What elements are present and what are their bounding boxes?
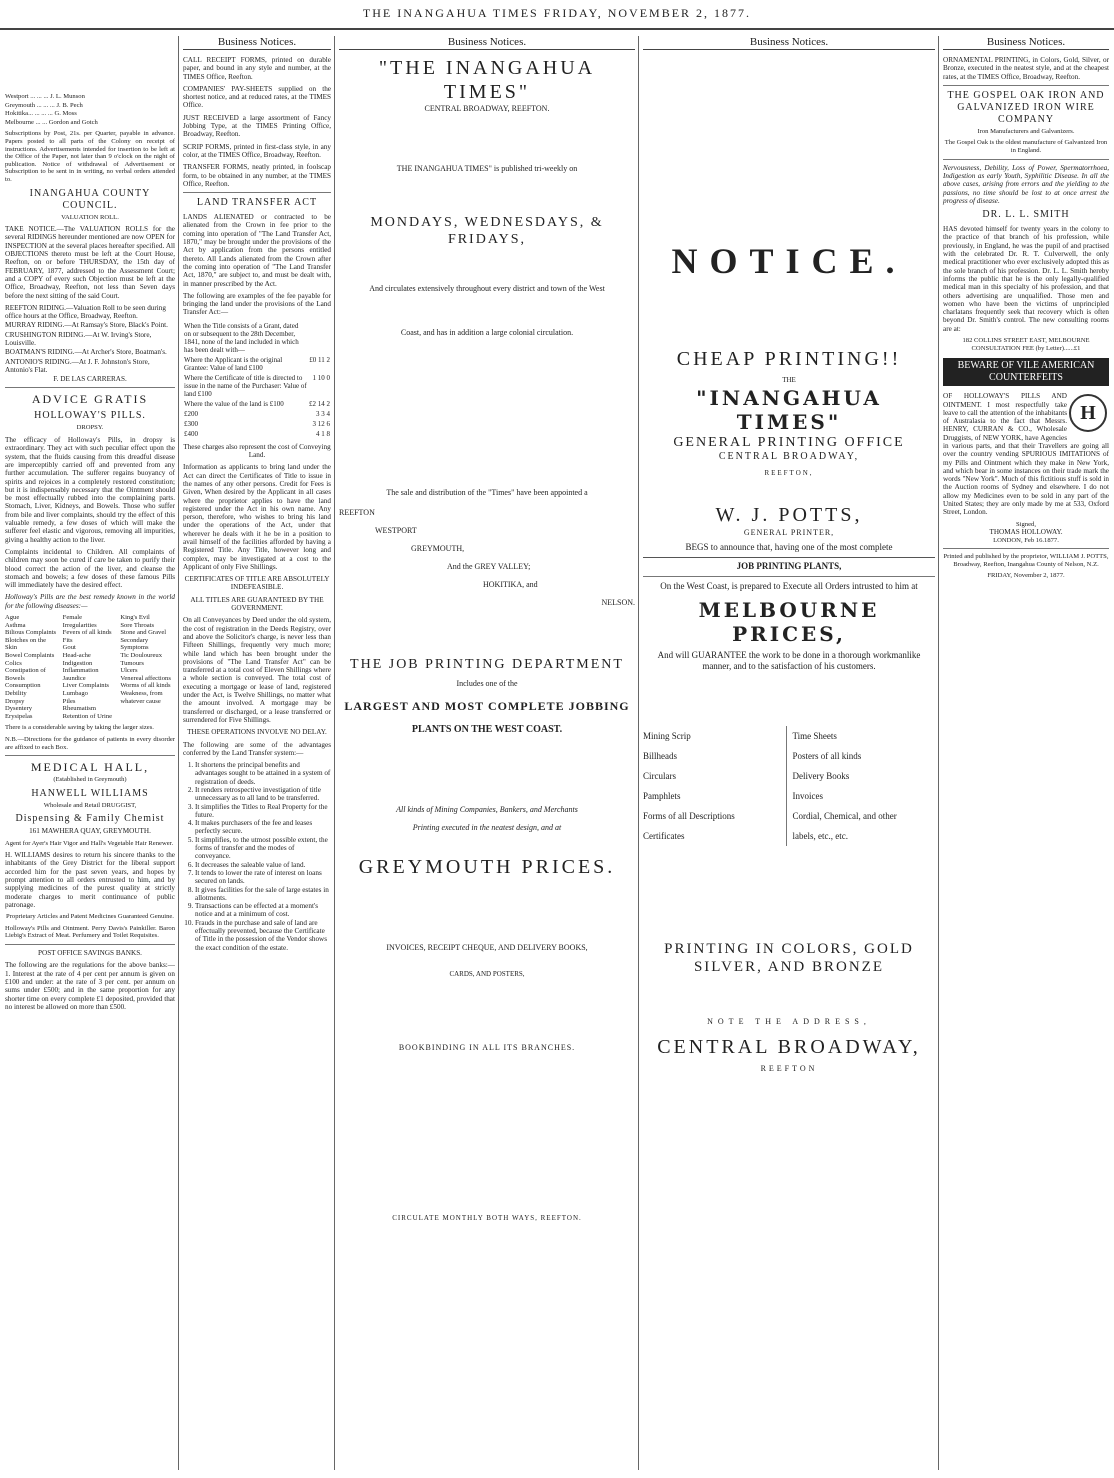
riding-item: REEFTON RIDING.—Valuation Roll to be seen during office hours at the Office, Broadway, Reefton.	[5, 303, 166, 321]
reefton-line: REEFTON	[760, 1064, 818, 1073]
disease-item: Sore Throats	[120, 621, 155, 629]
divider	[943, 85, 1109, 86]
imprint: Printed and published by the proprietor, WILLIAM J. POTTS, Broadway, Reefton, Inangahua County of Nelson, N.Z.	[943, 553, 1109, 568]
divider	[5, 755, 175, 756]
williams-name: HANWELL WILLIAMS	[31, 787, 149, 799]
gospel-oak-text: The Gospel Oak is the oldest manufacture of Galvanized Iron in England.	[944, 139, 1108, 155]
work-item: Circulars	[643, 771, 676, 781]
disease-item: Stone and Gravel	[120, 629, 167, 637]
operation-item: 4. It makes purchasers of the fee and leases perfectly secure.	[195, 819, 331, 836]
advice-heading: ADVICE GRATIS	[31, 392, 149, 407]
work-list	[643, 726, 935, 846]
patent-line: Proprietary Articles and Patent Medicines Guaranteed Genuine.	[6, 913, 174, 921]
operations-intro: The following are some of the advantages conferred by the Land Transfer system:—	[183, 740, 331, 757]
operation-item: 8. It gives facilities for the sale of large estates in allotments.	[195, 886, 331, 903]
work-item: Certificates	[643, 831, 685, 841]
work-item: Forms of all Descriptions	[643, 811, 735, 821]
disease-item: Retention of Urine	[62, 712, 113, 720]
holloway-signature: THOMAS HOLLOWAY.	[989, 528, 1063, 537]
dropsy-heading: DROPSY.	[76, 424, 104, 432]
work-item: Mining Scrip	[643, 731, 691, 741]
small-ad: TRANSFER FORMS, neatly printed, in foolscap form, to be obtained in any number, at the TIMES Office, Reefton.	[183, 163, 331, 188]
town-item: GREYMOUTH,	[411, 544, 465, 553]
fee-row	[183, 355, 331, 373]
work-item: Invoices	[792, 791, 823, 801]
town-item: NELSON.	[601, 598, 635, 607]
beware-banner: BEWARE OF VILE AMERICAN COUNTERFEITS	[943, 358, 1109, 386]
savings-text: The following are the regulations for the above banks:— 1. Interest at the rate of 4 per cent per annum is given on £100 and under: at the rate of 3 per cent. per annum on sums under £500; and in the same proportion for any shorter time on every complete £1 deposited, provided that no interest be allowed on more than £500.	[5, 961, 175, 1011]
operations-list	[183, 761, 331, 952]
column-header: Business Notices.	[943, 36, 1109, 50]
imprint-date: FRIDAY, November 2, 1877.	[987, 572, 1065, 580]
savings-heading: POST OFFICE SAVINGS BANKS.	[38, 949, 142, 958]
disease-item: Bilious Complaints	[5, 629, 57, 637]
disease-item: Secondary Symptoms	[120, 636, 149, 652]
fee-amount: 3 3 4	[316, 409, 330, 418]
work-item: Time Sheets	[792, 731, 837, 741]
work-item: Delivery Books	[792, 771, 850, 781]
disease-item: Female Irregularities	[62, 614, 97, 629]
disease-item: Bowel Complaints	[5, 651, 55, 659]
fee-row	[183, 321, 331, 355]
disease-item: Dysentery	[5, 705, 33, 713]
coast-line: Coast, and has in addition a large colonial circulation.	[400, 328, 574, 337]
fee-row	[183, 429, 331, 439]
cards-line: CARDS, AND POSTERS,	[449, 970, 525, 978]
subscriptions-note: Subscriptions by Post, 21s. per Quarter, payable in advance. Papers posted to all parts of the Colony on receipt of instructions. Advertisements intended for insertion to be left at the Office of the Paper, not later than 9 o'clock on the night of publication. Notice of withdrawal of Advertisement or Subscription to be sent in in writing, no verbal orders attended to.	[5, 130, 175, 183]
disease-item: Ulcers	[120, 667, 138, 675]
operation-item: 3. It simplifies the Titles to Real Property for the future.	[195, 803, 331, 820]
reefton-line: REEFTON,	[764, 469, 814, 477]
nervous-text: Nervousness, Debility, Loss of Power, Spermatorrhoea, Indigestion as early Youth, Syphilitic Disease. In all the above cases, arising from errors and the yielding to the passions, no time should be lost to at once arrest the progress of disease.	[943, 163, 1109, 205]
gospel-oak-sub: Iron Manufacturers and Galvanizers.	[977, 127, 1075, 135]
fee-description: Where the Certificate of title is directed to issue in the name of the Purchaser: Value of land £100	[184, 373, 307, 398]
fee-row	[183, 399, 331, 409]
invoices-line: INVOICES, RECEIPT CHEQUE, AND DELIVERY BOOKS,	[386, 943, 588, 952]
greymouth-prices: GREYMOUTH PRICES.	[358, 856, 616, 878]
divider	[5, 387, 175, 388]
west-coast-line: On the West Coast, is prepared to Execute all Orders intrusted to him at	[660, 581, 918, 591]
largest-line: LARGEST AND MOST COMPLETE JOBBING	[344, 699, 630, 713]
medical-hall-sub: (Established in Greymouth)	[53, 776, 127, 784]
small-ad: CALL RECEIPT FORMS, printed on durable paper, and bound in any style and number, at the TIMES Office, Reefton.	[183, 56, 331, 81]
gospel-oak-heading: THE GOSPEL OAK IRON AND GALVANIZED IRON WIRE COMPANY	[947, 89, 1105, 125]
column-2	[180, 36, 334, 1472]
titles-text: On all Conveyances by Deed under the old system, the cost of registration in the Deeds Registry, over and above the Solicitor's charge, is never less than Fifteen Shillings, frequently very much more; while land which has been brought under the provisions of "The Land Transfer Act" can be transferred at a total cost of Eleven Shillings where a whole section is conveyed. The total cost of executing a mortgage or lease of land, registered under the Act, is Twelve Shillings, no matter what the amount involved. A mortgage may be transferred or discharged, or a lease transferred or surrendered for Five Shillings.	[183, 616, 331, 724]
disease-item: Constipation of Bowels	[5, 667, 46, 682]
operations-heading: THESE OPERATIONS INVOLVE NO DELAY.	[187, 728, 327, 737]
notice-heading: NOTICE.	[671, 241, 907, 281]
land-transfer-text: LANDS ALIENATED or contracted to be alienated from the Crown in fee prior to the coming into operation of "The Land Transfer Act, 1870," may be brought under the provisions of the Act by application from the persons entitled thereto. All Lands alienated from the Crown after the coming into operation of "The Land Transfer Act, 1870," are subject to, and must be dealt with, in manner prescribed by the Act.	[183, 213, 331, 288]
disease-item: Weakness, from whatever cause	[120, 689, 163, 705]
certificates-heading: CERTIFICATES OF TITLE ARE ABSOLUTELY INDEFEASIBLE.	[184, 575, 330, 592]
disease-item: Blotches on the Skin	[5, 636, 47, 652]
printer-line: GENERAL PRINTER,	[743, 528, 835, 537]
colors-line: PRINTING IN COLORS, GOLD SILVER, AND BRONZE	[664, 941, 914, 975]
agent-item: Westport ... ... ... J. L. Munson	[5, 93, 85, 100]
work-list-right	[786, 726, 936, 846]
smith-heading: DR. L. L. SMITH	[982, 209, 1070, 221]
children-text: Complaints incidental to Children. All complaints of children may soon be cured if care be taken to purify their blood correct the action of the liver, and cleanse the stomach and bowels; a few doses of these famous Pills will immediately have the desired effect.	[5, 547, 175, 590]
town-item: WESTPORT	[375, 526, 417, 535]
disease-item: Colics	[5, 659, 22, 667]
riding-item: CRUSHINGTON RIDING.—At W. Irving's Store, Louisville.	[5, 330, 152, 347]
job-heading: THE JOB PRINTING DEPARTMENT	[350, 657, 624, 672]
disease-item: King's Evil	[120, 614, 150, 621]
times-title: "THE INANGAHUA TIMES"	[378, 57, 596, 103]
fee-description: Where the Applicant is the original Grantee: Value of land £100	[184, 355, 283, 372]
agents-list	[5, 93, 175, 126]
signed-line: Signed,	[1016, 520, 1036, 528]
operation-item: 5. It simplifies, to the utmost possible extent, the forms of transfer and the modes of conveyance.	[195, 836, 331, 861]
smith-text: HAS devoted himself for twenty years in the colony to the practice of that branch of his profession, while previously, in England, he was the pupil of and practised with the celebrated Dr. R. T. Culverwell, the only medical practitioner who ever exclusively adopted this as the sole branch of his profession. Dr. L. L. Smith hereby informs the public that he is the only legally-qualified medical man in this specialty of his profession, and that others advertising are unqualified. Those men and women who have been the victims of unprincipled charlatans frequently seek that recovery which is often beyond Dr. Smith's control. The new consulting rooms are at:	[943, 225, 1109, 333]
fee-amount: 1 10 0	[312, 373, 330, 382]
signature-date: LONDON, Feb 16.1877.	[993, 536, 1059, 544]
agent-item: Hokitika... ... ... ... G. Moss	[5, 110, 77, 118]
disease-item: Fits	[62, 636, 73, 644]
disease-item: Erysipelas	[5, 712, 33, 720]
fee-amount: 3 12 6	[312, 419, 330, 428]
disease-item: Venereal affections	[120, 674, 171, 682]
info-text: Information as applicants to bring land under the Act can direct the Certificates of Title to issue in the names of any other persons. Credit for Fees is Given, When desired by the Applicant in all cases where the proprietor applies to have the land registered under the Act in his own name. Any person, therefore, who wishes to bring his land under the operations of the Act, under that wherever he deals with it he be in a position to avail himself of the facilities afforded by having a Registered Title. Any Title, however long and complex, may be investigated at a cost to the Applicant of only Five Shillings.	[183, 463, 331, 571]
diseases-list	[5, 614, 175, 720]
column-header: Business Notices.	[339, 36, 635, 50]
column-5	[940, 36, 1112, 1472]
operation-item: 7. It tends to lower the rate of interest on loans secured on lands.	[195, 869, 331, 886]
fee-amount: £0 11 2	[309, 355, 330, 364]
smith-fee: CONSULTATION FEE (by Letter)......£1	[971, 344, 1081, 352]
remedy-intro: Holloway's Pills are the best remedy known in the world for the following diseases:—	[5, 593, 175, 610]
divider	[943, 159, 1109, 160]
small-ad: COMPANIES' PAY-SHEETS supplied on the shortest notice, and at reduced rates, at the TIMES Office.	[183, 84, 331, 110]
column-4	[640, 36, 938, 1472]
small-ad: SCRIP FORMS, printed in first-class style, in any color, at the TIMES Office, Broadway, Reefton.	[183, 142, 331, 159]
disease-item: Fevers of all kinds	[62, 629, 112, 637]
ridings-list	[5, 304, 175, 374]
riding-item: ANTONIO'S RIDING.—At J. F. Johnston's Store, Antonio's Flat.	[5, 357, 150, 374]
wholesale-line: Wholesale and Retail DRUGGIST,	[43, 801, 137, 809]
footer-line: CIRCULATE MONTHLY BOTH WAYS, REEFTON.	[392, 1214, 582, 1222]
fee-description: £400	[184, 429, 198, 438]
disease-item: Lumbago	[62, 689, 88, 697]
town-item: And the GREY VALLEY;	[447, 562, 531, 571]
small-ad: JUST RECEIVED a large assortment of Fancy Jobbing Type, at the TIMES Printing Office, Broadway, Reefton.	[183, 113, 331, 139]
small-ads	[183, 56, 331, 188]
guarantee-line: And will GUARANTEE the work to be done in a thorough workmanlike manner, and to the satisfaction of his customers.	[657, 650, 921, 671]
disease-item: Liver Complaints	[62, 682, 109, 690]
circulates-line: And circulates extensively throughout every district and town of the West	[369, 284, 605, 293]
fee-row	[183, 409, 331, 419]
agent-item: Greymouth ... ... ... J. B. Pech	[5, 101, 83, 109]
disease-item: Dropsy	[5, 697, 25, 705]
fees-note: These charges also represent the cost of Conveying Land.	[183, 442, 331, 460]
fees-intro: The following are examples of the fee payable for bringing the land under the provisions of the Land Transfer Act:—	[183, 291, 331, 317]
land-transfer-heading: LAND TRANSFER ACT	[196, 197, 318, 209]
directions-note: N.B.—Directions for the guidance of patients in every disorder are affixed to each Box.	[5, 735, 175, 751]
roll-heading: VALUATION ROLL.	[61, 213, 119, 221]
divider	[183, 192, 331, 193]
williams-text: H. WILLIAMS desires to return his sincere thanks to the inhabitants of the Grey District for the liberal support accorded him for the past seven years, and hopes by prompt attention to all orders entrusted to him, and by supplying medicines of the purest quality at strictly moderate charges to merit continuance of public patronage.	[5, 851, 175, 909]
note-line: NOTE THE ADDRESS,	[707, 1017, 871, 1026]
column-3	[336, 36, 638, 1472]
bookbinding-line: BOOKBINDING IN ALL ITS BRANCHES.	[398, 1043, 576, 1052]
fee-description: When the Title consists of a Grant, dated on or subsequent to the 28th December, 1841, none of the land included in which has been dealt with—	[184, 321, 299, 354]
melbourne-prices: MELBOURNE PRICES,	[698, 598, 880, 646]
saving-note: There is a considerable saving by taking the larger sizes.	[5, 724, 154, 732]
the-line: THE	[782, 376, 796, 384]
operation-item: 10. Frauds in the purchase and sale of land are effectually prevented, because the Certificate of Title in the possession of the Vendor shows the exact condition of the estate.	[195, 919, 331, 952]
fee-description: £300	[184, 419, 198, 428]
plants-line: PLANTS ON THE WEST COAST.	[411, 724, 563, 735]
roll-signature: F. DE LAS CARRERAS.	[53, 375, 127, 384]
dispensing-line: Dispensing & Family Chemist	[15, 813, 165, 825]
ornamental-ad: ORNAMENTAL PRINTING, in Colors, Gold, Silver, or Bronze, executed in the neatest style, and at the cheapest rates, at the TIMES Office, Broadway, Reefton.	[943, 56, 1109, 81]
fees-table	[183, 321, 331, 439]
divider	[643, 576, 935, 577]
masthead-rule	[0, 28, 1114, 30]
divider	[5, 944, 175, 945]
dropsy-text: The efficacy of Holloway's Pills, in dropsy is extraordinary. They act with such peculiar effect upon the system, that the fluids causing from this dreadful disease are imperceptibly carried off and prevented from any further accumulation. The sufferer regains buoyancy of spirits and rejoices in a completely restored constitution; but it is indispensably necessary that the Ointment should be most effectually rubbed into the complaining parts. Stomach, Liver, Kidneys, and Bowels. Those who suffer from bile and liver complaints, should try the effect of this valuable remedy, a few doses of which will make the sufferer feel elastic and vigorous, removing all impurities, giving a healthy action to the liver.	[5, 436, 175, 544]
medical-address: 161 MAWHERA QUAY, GREYMOUTH.	[29, 827, 151, 836]
disease-item: Inflammation	[62, 667, 99, 675]
days-line: MONDAYS, WEDNESDAYS, & FRIDAYS,	[370, 215, 604, 247]
agent-line: Agent for Ayer's Hair Vigor and Hall's Vegetable Hair Renewer.	[5, 839, 174, 847]
disease-item: Head-ache	[62, 651, 91, 659]
column-header: Business Notices.	[643, 36, 935, 50]
masthead: THE INANGAHUA TIMES FRIDAY, NOVEMBER 2, 1877.	[362, 6, 752, 20]
medical-hall-heading: MEDICAL HALL,	[30, 760, 150, 775]
town-item: REEFTON	[339, 508, 375, 517]
disease-item: Consumption	[5, 682, 41, 690]
column-header: Business Notices.	[183, 36, 331, 50]
goods-line: Holloway's Pills and Ointment. Perry Davis's Painkiller. Baron Liebig's Extract of Meat. Perfumery and Toilet Requisites.	[5, 924, 175, 940]
disease-item: Asthma	[5, 621, 26, 629]
operation-item: 9. Transactions can be effected at a moment's notice and at a minimum of cost.	[195, 902, 331, 919]
disease-item: Ague	[5, 614, 20, 621]
work-item: Cordial, Chemical, and other	[792, 811, 897, 821]
divider	[943, 548, 1109, 549]
pills-heading: HOLLOWAY'S PILLS.	[34, 410, 146, 422]
holloway-logo-icon: H	[1069, 394, 1107, 432]
work-list-left	[643, 726, 786, 846]
disease-item: Tumours	[120, 659, 144, 667]
riding-item: BOATMAN'S RIDING.—At Archer's Store, Boatman's.	[5, 348, 167, 357]
roll-notice: TAKE NOTICE.—The VALUATION ROLLS for the several RIDINGS hereunder mentioned are now OPEN for INSPECTION at the several places hereafter specified. All OBJECTIONS thereto must be left at the Court House, Reefton, on or before THURSDAY, the 15th day of FEBRUARY, 1877, addressed to the Assessment Court; and a COPY of every such Objection must be left at the Office, Broadway, Reefton, not less than Seven days before the next sitting of the said Court.	[5, 225, 175, 300]
all-kinds-line: All kinds of Mining Companies, Bankers, and Merchants	[396, 805, 578, 814]
fee-amount: 4 1 8	[316, 429, 330, 438]
fee-row	[183, 419, 331, 429]
riding-item: MURRAY RIDING.—At Ramsay's Store, Black's Point.	[5, 321, 168, 330]
potts-name: W. J. POTTS,	[715, 504, 863, 526]
central-broadway: CENTRAL BROADWAY,	[657, 1036, 921, 1058]
column-1	[2, 36, 178, 1472]
column-divider	[334, 36, 335, 1470]
broadway-line: CENTRAL BROADWAY,	[718, 451, 860, 462]
column-divider	[938, 36, 939, 1470]
operation-item: 6. It decreases the saleable value of land.	[195, 861, 331, 869]
disease-item: Tic Douloureux	[120, 651, 163, 659]
fee-description: Where the value of the land is £100	[184, 399, 284, 408]
disease-item: Debility	[5, 689, 27, 697]
begs-line: BEGS to announce that, having one of the most complete	[685, 542, 893, 552]
column-divider	[178, 36, 179, 1470]
fee-description: £200	[184, 409, 198, 418]
disease-item: Worms of all kinds	[120, 682, 171, 690]
plants-line: JOB PRINTING PLANTS,	[643, 557, 935, 572]
holloway-text: OF HOLLOWAY'S PILLS AND OINTMENT. I most respectfully take leave to call the attention of the inhabitants of Australasia to the fact that Messrs. HENRY, CURRAN & CO., Wholesale Druggists, of NEW YORK, have Agencies in various parts, and that their Travellers are going all over the country vending SPURIOUS IMITATIONS of my Pills and Ointment which they make in New York, and which bear in some instances on their trade mark the words "New York". Much of this fictitious stuff is sold in the Auction rooms of Sydney and elsewhere. I do not allow my Medicines even to be sold in any part of the United States; they are only made by me at 533, Oxford Street, London.	[943, 392, 1109, 517]
work-item: Billheads	[643, 751, 677, 761]
times-address: CENTRAL BROADWAY, REEFTON.	[424, 104, 550, 113]
fee-amount	[308, 321, 331, 355]
smith-address: 182 COLLINS STREET EAST, MELBOURNE	[962, 337, 1090, 345]
work-item: labels, etc., etc.	[792, 831, 848, 841]
cheap-printing: CHEAP PRINTING!!	[676, 348, 902, 370]
operation-item: 1. It shortens the principal benefits and advantages sought to be attained in a system of registration of deeds.	[195, 761, 331, 786]
includes-line: Includes one of the	[456, 679, 518, 688]
disease-item: Jaundice	[62, 674, 86, 682]
printing-line: Printing executed in the neatest design, and at	[412, 823, 562, 832]
town-item: HOKITIKA, and	[483, 580, 538, 589]
agents-intro: The sale and distribution of the "Times" have been appointed a	[386, 488, 588, 497]
towns-list	[339, 508, 635, 608]
disease-item: Piles	[62, 697, 76, 705]
titles-heading: ALL TITLES ARE GUARANTEED BY THE GOVERNMENT.	[190, 595, 324, 613]
fee-amount: £2 14 2	[309, 399, 330, 408]
disease-item: Rheumatism	[62, 705, 96, 713]
fee-row	[183, 373, 331, 399]
disease-item: Indigestion	[62, 659, 93, 667]
council-heading: INANGAHUA COUNTY COUNCIL.	[29, 187, 151, 211]
work-item: Pamphlets	[643, 791, 681, 801]
disease-item: Gout	[62, 644, 76, 652]
column-divider	[638, 36, 639, 1470]
work-item: Posters of all kinds	[792, 751, 862, 761]
office-line: GENERAL PRINTING OFFICE	[673, 435, 905, 450]
times-title: "INANGAHUA TIMES"	[696, 386, 882, 434]
operation-item: 2. It renders retrospective investigation of title unnecessary as to all land to be transferred.	[195, 786, 331, 803]
agent-item: Melbourne ... ... Gordon and Gotch	[5, 118, 98, 126]
published-line: THE INANGAHUA TIMES" is published tri-weekly on	[396, 164, 578, 173]
